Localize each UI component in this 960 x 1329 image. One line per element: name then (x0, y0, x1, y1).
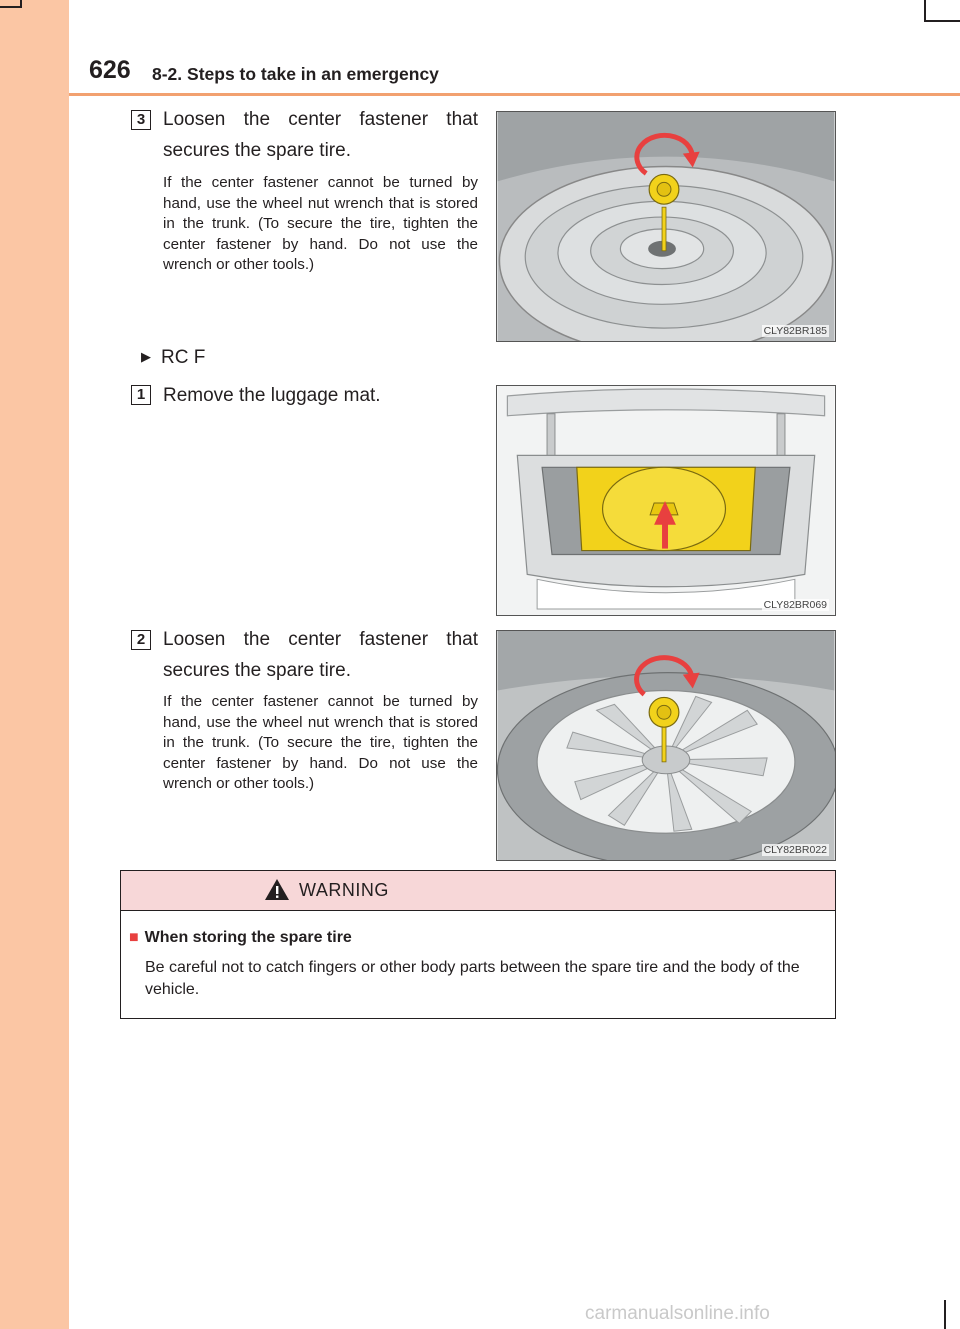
step-badge-2: 2 (131, 630, 151, 650)
step-3-instruction: Loosen the center fastener that secures the spare tire. (163, 109, 478, 161)
spare-wheel-illustration (497, 631, 835, 860)
header-rule (69, 93, 960, 96)
warning-item-label: When storing the spare tire (144, 929, 352, 946)
warning-triangle-icon (264, 878, 290, 901)
warning-box (120, 870, 836, 1019)
illustration-trunk-luggage-mat (496, 385, 836, 616)
step-3-note: If the center fastener cannot be turned by hand, use the wheel nut wrench that is stored in the trunk. (To secure the tire, tighten the center fastener by hand. Do not use the wrench or other tools.) (163, 174, 478, 273)
warning-header (121, 871, 835, 911)
section-title: 8-2. Steps to take in an emergency (152, 64, 439, 84)
crop-mark (924, 20, 960, 22)
illustration-code: CLY82BR069 (763, 599, 827, 611)
spare-tire-illustration-1 (497, 112, 835, 341)
triangle-marker-icon: ▶ (141, 349, 151, 364)
variant-heading (141, 342, 205, 373)
step-badge-1: 1 (131, 385, 151, 405)
crop-mark (0, 6, 22, 8)
step-badge-3: 3 (131, 110, 151, 130)
step-2-note: If the center fastener cannot be turned by hand, use the wheel nut wrench that is stored in the trunk. (To secure the tire, tighten the center fastener by hand. Do not use the wrench or other tools.) (163, 693, 478, 792)
illustration-code: CLY82BR185 (763, 325, 827, 337)
warning-item-body: Be careful not to catch fingers or other body parts between the spare tire and the body of the vehicle. (145, 959, 800, 998)
warning-title: WARNING (299, 880, 389, 900)
trunk-illustration (497, 386, 835, 615)
red-square-marker-icon: ■ (129, 929, 139, 946)
illustration-code: CLY82BR022 (763, 844, 827, 856)
warning-item-title (129, 929, 352, 947)
crop-mark (944, 1300, 946, 1329)
variant-label: RC F (161, 347, 206, 368)
step-2-instruction: Loosen the center fastener that secures the spare tire. (163, 629, 478, 681)
step-1-instruction: Remove the luggage mat. (163, 385, 381, 406)
illustration-spare-wheel (496, 630, 836, 861)
crop-mark (924, 0, 926, 20)
side-band (0, 0, 69, 1329)
watermark: carmanualsonline.info (585, 1303, 770, 1324)
illustration-spare-tire-trunk (496, 111, 836, 342)
page-number: 626 (89, 56, 131, 84)
